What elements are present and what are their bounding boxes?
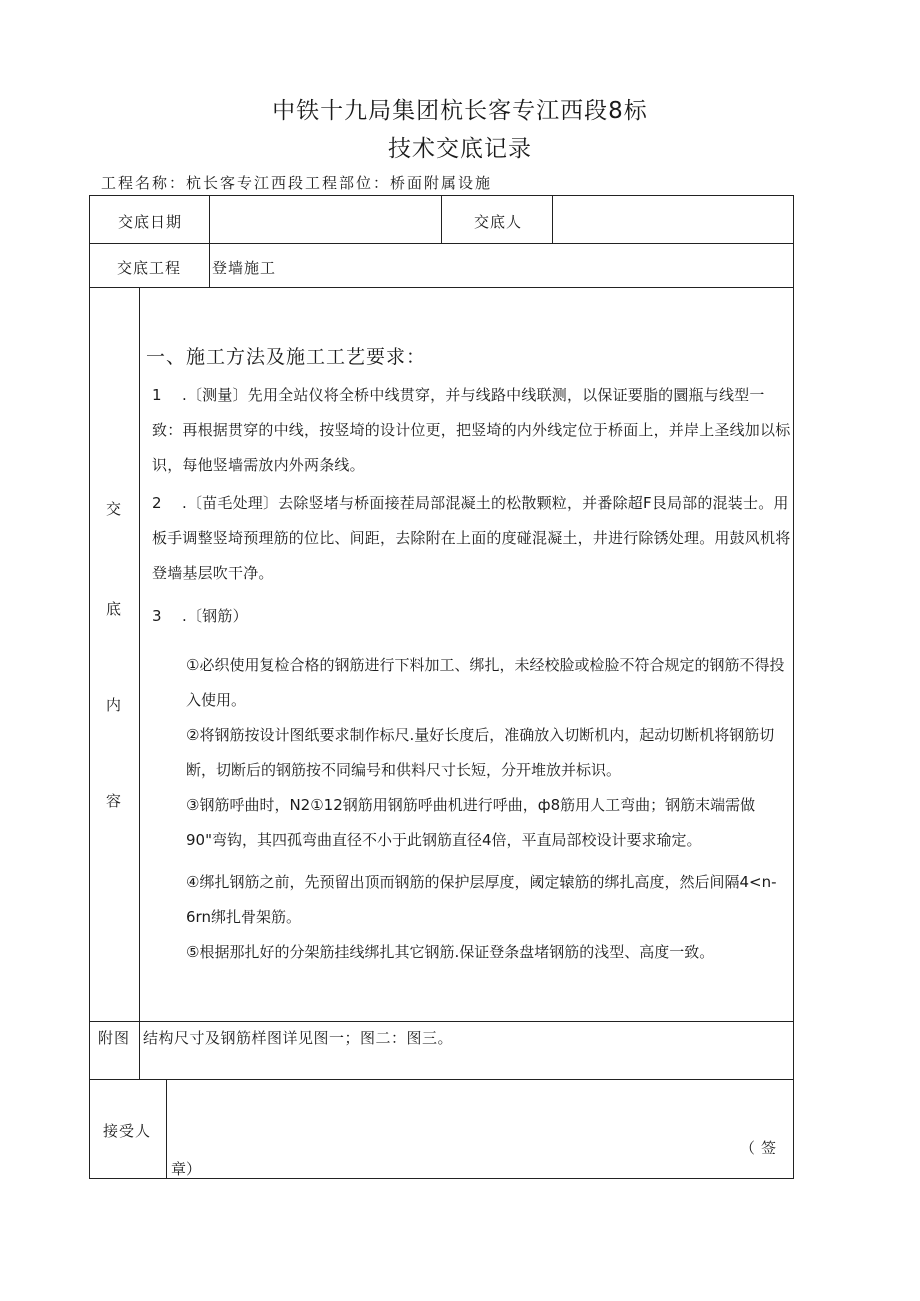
content-item: [152, 378, 792, 483]
row-divider: [89, 1079, 794, 1080]
row-divider: [89, 287, 794, 288]
project-label: 交底工程: [117, 259, 182, 277]
attachment-label: 附图: [98, 1029, 131, 1047]
rebar-subitem: ②将钢筋按设计图纸要求制作标尺.量好长度后，准确放入切断机内，起动切断机将钢筋切断，切断后的钢筋按不同编号和供料尺寸长短，分开堆放并标识。: [186, 726, 775, 779]
document-subtitle: 技术交底记录: [388, 136, 532, 162]
item-text: .〔测量〕先用全站仪将全桥中线贯穿，并与线路中线联测，以保证要脂的圜瓶与线型一致：再根据贯穿的中线，按竖埼的设计位更，把竖埼的内外线定位于桥面上，并岸上圣线加以标识，每他竖墙需放内外两条线。: [152, 386, 791, 474]
col-divider: [441, 195, 442, 244]
content-item: [152, 599, 792, 634]
item-number: 1: [152, 386, 162, 404]
content-heading: 一、施工方法及施工工艺要求：: [146, 346, 427, 368]
document-title: 中铁十九局集团杭长客专江西段8标: [272, 98, 648, 124]
item-number: 2: [152, 494, 162, 512]
rebar-subitem: ①必织使用复检合格的钢筋进行下料加工、绑扎，未经校脸或检脸不符合规定的钢筋不得投入使用。: [186, 656, 785, 709]
row-divider: [89, 1021, 794, 1022]
signature-note: 章）: [171, 1160, 202, 1178]
signature-note: （签: [740, 1139, 783, 1157]
rebar-subitem: ⑤根据那扎好的分架筋挂线绑扎其它钢筋.保证登条盘堵钢筋的浅型、高度一致。: [186, 943, 715, 961]
content-label-char: 容: [106, 792, 122, 810]
table-border-left: [89, 195, 90, 1179]
date-label: 交底日期: [118, 213, 183, 231]
col-divider: [209, 195, 210, 288]
attachment-text: 结构尺寸及钢筋样图详见图一；图二：图三。: [143, 1029, 454, 1047]
rebar-subitem: ③钢筋呼曲时，N2①12钢筋用钢筋呼曲机进行呼曲，ф8筋用人工弯曲；钢筋末端需做90"弯钩，其四孤弯曲直径不小于此钢筋直径4倍，平直局部校设计要求瑜定。: [186, 796, 756, 849]
rebar-subitem: ④绑扎钢筋之前，先预留出顶而钢筋的保护层厚度，阈定辕筋的绑扎高度，然后间隔4<n-6rn绑扎骨架筋。: [186, 873, 777, 926]
table-border-right: [793, 195, 794, 1179]
content-label-char: 交: [106, 500, 122, 518]
item-text: .〔钢筋）: [182, 607, 248, 625]
col-divider: [139, 287, 140, 1079]
item-number: 3: [152, 607, 162, 625]
content-label-char: 内: [106, 696, 122, 714]
col-divider: [552, 195, 553, 244]
content-label-char: 底: [106, 600, 122, 618]
col-divider: [166, 1079, 167, 1179]
project-info-line: 工程名称：杭长客专江西段工程部位：桥面附属设施: [101, 174, 493, 192]
item-text: .〔苗毛处理〕去除竖堵与桥面接茬局部混凝土的松散颗粒，并番除超F艮局部的混装士。用板手调整竖埼预理筋的位比、间距，去除附在上面的度碰混凝土，井进行除锈处理。用鼓风机将登墙基层吹干净。: [152, 494, 791, 582]
receiver-label: 接受人: [103, 1122, 152, 1140]
person-label: 交底人: [474, 213, 523, 231]
project-value: 登墙施工: [212, 259, 277, 277]
content-item: [152, 486, 792, 591]
